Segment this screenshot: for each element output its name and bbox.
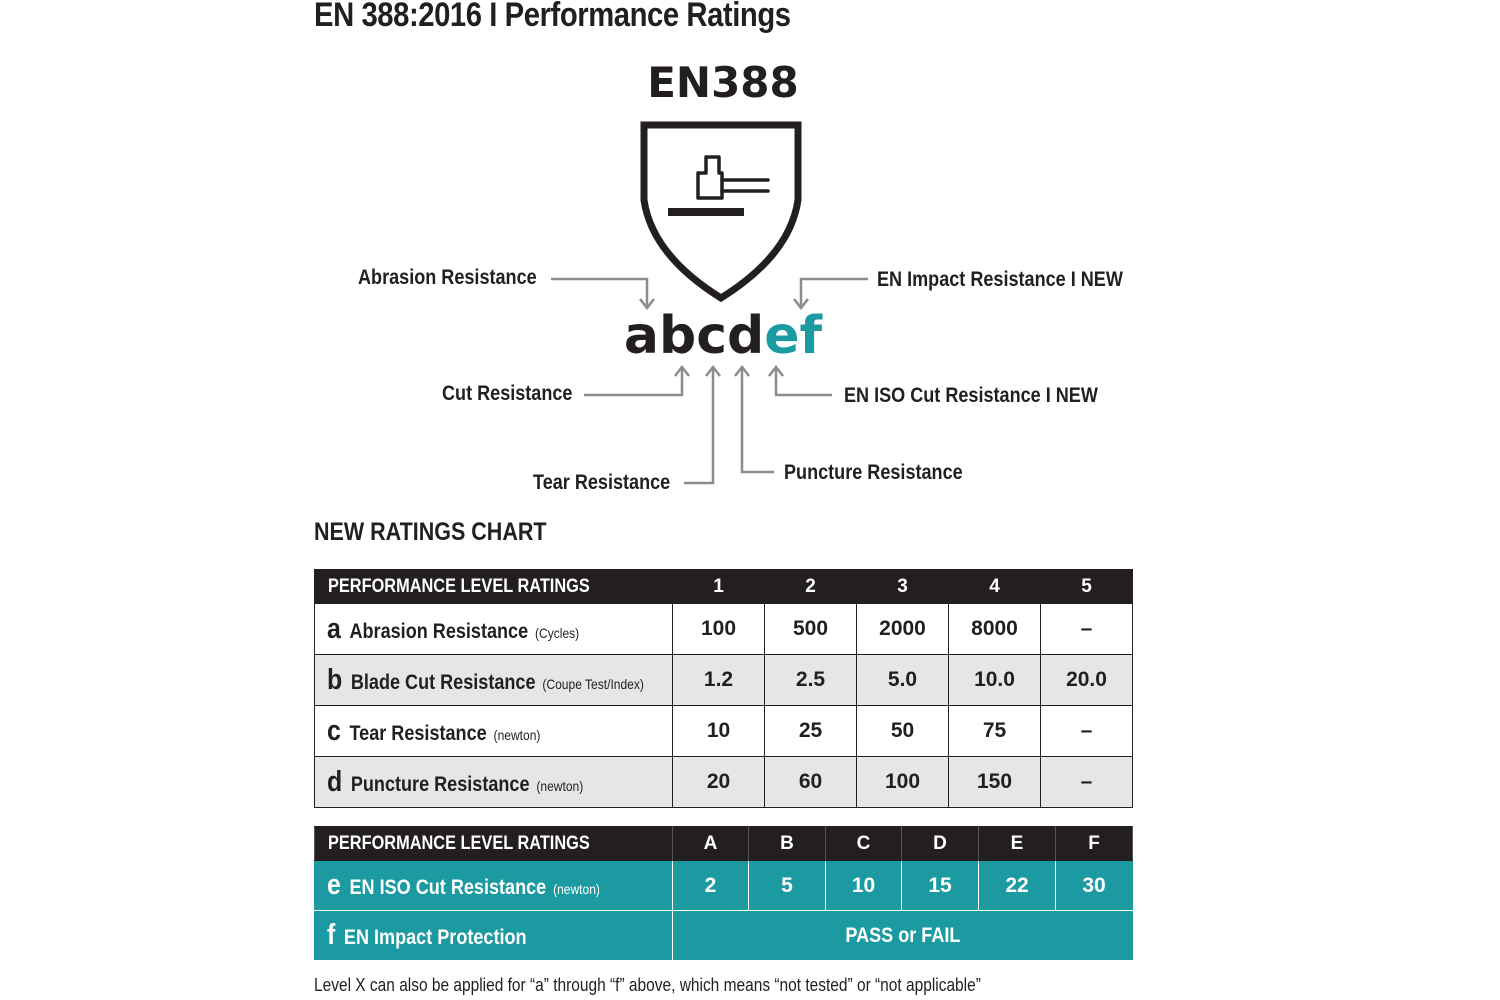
table-row xyxy=(315,655,1133,706)
table-cell: – xyxy=(1041,706,1133,757)
row-label: e EN ISO Cut Resistance (newton) xyxy=(315,861,673,911)
level-header: B xyxy=(749,827,826,861)
table-header-row xyxy=(315,570,1133,604)
label-cut-resistance: Cut Resistance xyxy=(442,382,573,405)
table-cell: 60 xyxy=(765,757,857,808)
standard-label: EN388 xyxy=(647,58,799,107)
performance-ratings-table xyxy=(314,569,1133,808)
table-cell: 8000 xyxy=(949,604,1041,655)
label-abrasion-resistance: Abrasion Resistance xyxy=(358,266,537,289)
table-cell: 30 xyxy=(1056,861,1133,911)
row-label: b Blade Cut Resistance (Coupe Test/Index) xyxy=(315,655,673,706)
table-cell: 5 xyxy=(749,861,826,911)
table-cell: 75 xyxy=(949,706,1041,757)
table-cell: 1.2 xyxy=(673,655,765,706)
table-cell: 10 xyxy=(826,861,902,911)
header-label: PERFORMANCE LEVEL RATINGS xyxy=(315,570,673,604)
row-label: a Abrasion Resistance (Cycles) xyxy=(315,604,673,655)
level-header: D xyxy=(902,827,979,861)
impact-arrow xyxy=(801,279,868,308)
level-header: F xyxy=(1056,827,1133,861)
level-header: 5 xyxy=(1041,570,1133,604)
tear-arrow xyxy=(684,367,713,483)
table-cell: 100 xyxy=(857,757,949,808)
table-cell: 150 xyxy=(949,757,1041,808)
puncture-arrow xyxy=(742,367,774,472)
pass-fail-cell: PASS or FAIL xyxy=(673,911,1133,961)
table-cell: 25 xyxy=(765,706,857,757)
table-cell: 20.0 xyxy=(1041,655,1133,706)
table-row xyxy=(315,757,1133,808)
hammer-on-surface-icon xyxy=(668,157,768,216)
rating-code: abcdef xyxy=(623,306,823,366)
table-cell: 10.0 xyxy=(949,655,1041,706)
table-cell: 50 xyxy=(857,706,949,757)
ratings-chart-heading: NEW RATINGS CHART xyxy=(314,518,547,546)
footnote: Level X can also be applied for “a” through “f” above, which means “not tested” or “not applicable” xyxy=(314,975,981,995)
level-header: 4 xyxy=(949,570,1041,604)
table-row xyxy=(315,861,1133,911)
cut-arrow xyxy=(584,367,682,395)
level-header: 1 xyxy=(673,570,765,604)
table-cell: 20 xyxy=(673,757,765,808)
table-row xyxy=(315,911,1133,961)
table-cell: – xyxy=(1041,757,1133,808)
table-cell: 2 xyxy=(673,861,749,911)
table-cell: 2000 xyxy=(857,604,949,655)
label-tear-resistance: Tear Resistance xyxy=(533,471,671,494)
table-row xyxy=(315,706,1133,757)
table-cell: 10 xyxy=(673,706,765,757)
level-header: A xyxy=(673,827,749,861)
row-label: c Tear Resistance (newton) xyxy=(315,706,673,757)
new-ratings-table xyxy=(314,826,1133,961)
header-label: PERFORMANCE LEVEL RATINGS xyxy=(315,827,673,861)
label-iso-cut-resistance: EN ISO Cut Resistance I NEW xyxy=(844,384,1098,407)
row-label: f EN Impact Protection xyxy=(315,911,673,961)
level-header: E xyxy=(979,827,1056,861)
table-cell: 22 xyxy=(979,861,1056,911)
table-cell: – xyxy=(1041,604,1133,655)
table-cell: 5.0 xyxy=(857,655,949,706)
table-cell: 500 xyxy=(765,604,857,655)
iso-cut-arrow xyxy=(776,367,832,395)
table-cell: 100 xyxy=(673,604,765,655)
label-impact-resistance: EN Impact Resistance I NEW xyxy=(877,268,1123,291)
table-header-row xyxy=(315,827,1133,861)
level-header: C xyxy=(826,827,902,861)
table-cell: 2.5 xyxy=(765,655,857,706)
table-cell: 15 xyxy=(902,861,979,911)
level-header: 3 xyxy=(857,570,949,604)
row-label: d Puncture Resistance (newton) xyxy=(315,757,673,808)
level-header: 2 xyxy=(765,570,857,604)
table-row xyxy=(315,604,1133,655)
label-puncture-resistance: Puncture Resistance xyxy=(784,461,963,484)
page-title: EN 388:2016 I Performance Ratings xyxy=(314,0,791,34)
